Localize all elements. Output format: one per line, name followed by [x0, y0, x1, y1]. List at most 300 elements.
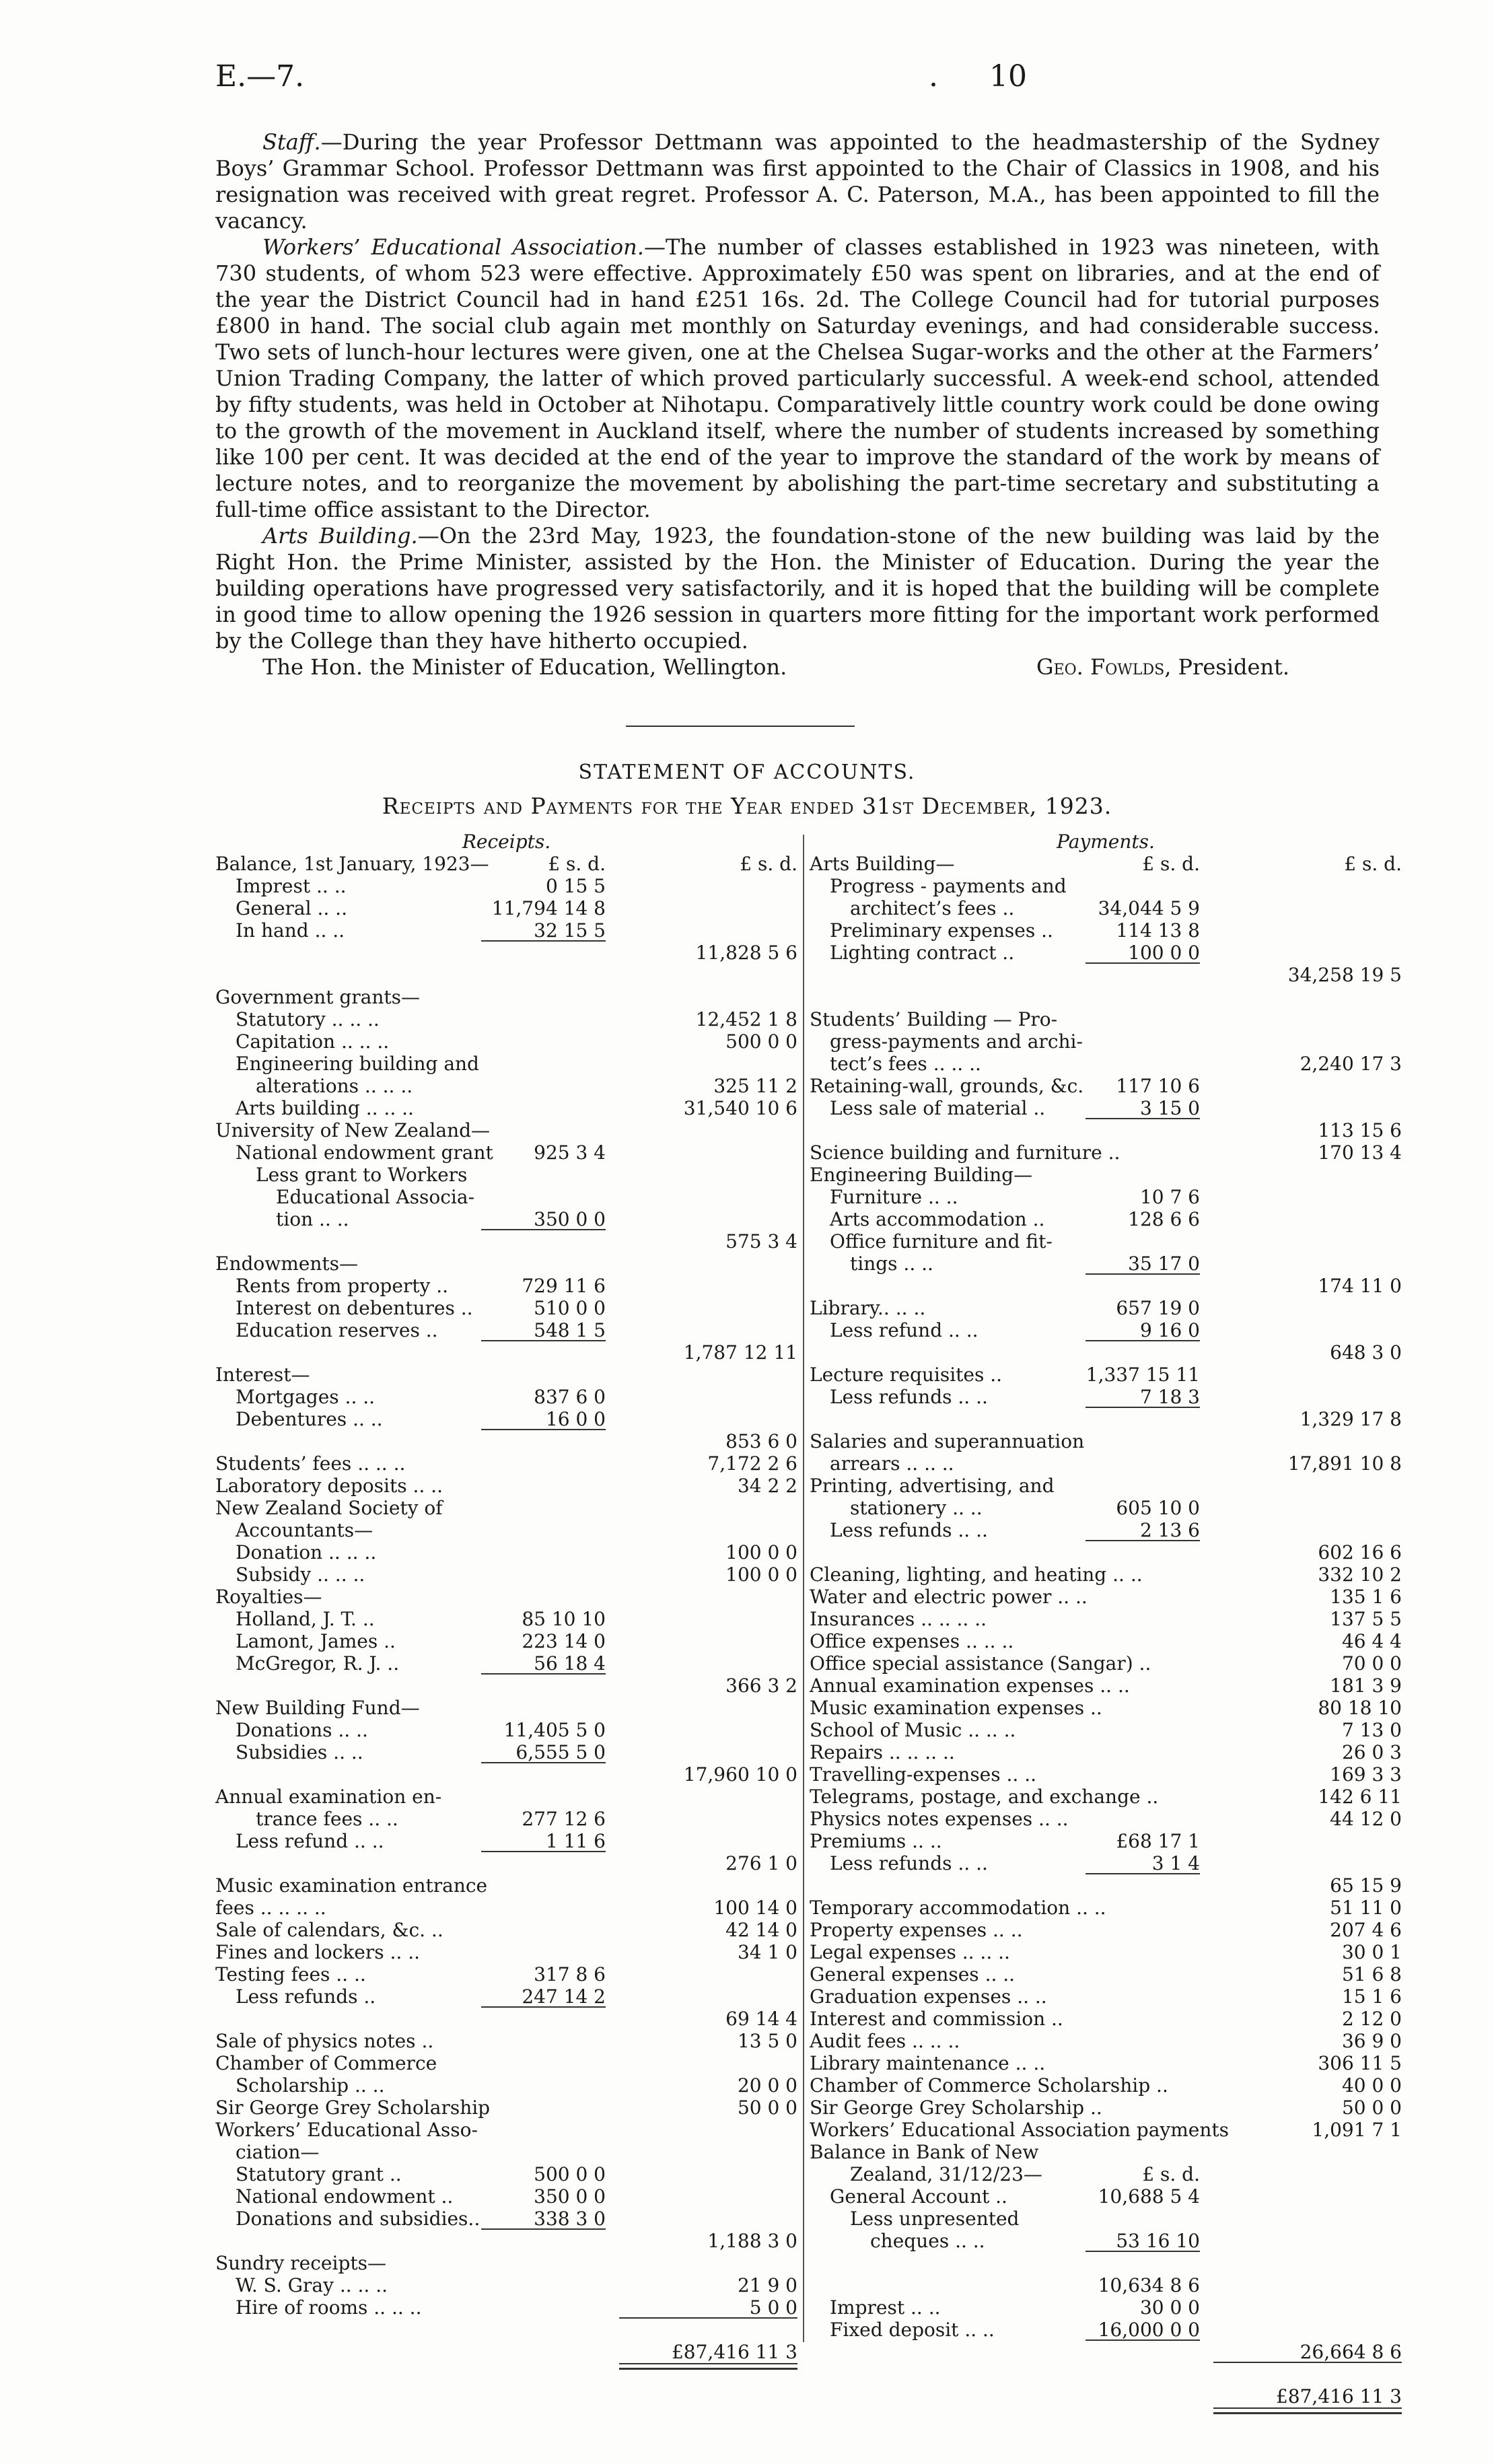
payment-label: Annual examination expenses .. ..: [810, 1675, 1130, 1697]
receipt-row: [215, 1364, 797, 1386]
receipt-amount-inner: 1 11 6: [545, 1830, 606, 1852]
payment-label: arrears .. .. ..: [830, 1452, 954, 1475]
receipt-row: [215, 2274, 797, 2296]
payment-label: Less refunds .. ..: [830, 1852, 988, 1874]
payment-row: [810, 1697, 1402, 1719]
payment-amount-inner: 7 18 3: [1139, 1386, 1200, 1408]
payment-label: stationery .. ..: [850, 1497, 983, 1519]
receipt-label: National endowment ..: [236, 2185, 454, 2208]
payment-row: [810, 2119, 1402, 2141]
payment-row: [810, 964, 1402, 986]
payment-amount-inner: 1,337 15 11: [1086, 1364, 1200, 1386]
payment-total-row: [810, 2385, 1402, 2407]
receipt-row: [215, 2185, 797, 2208]
wea-heading: Workers’ Educational Association.: [262, 234, 644, 260]
payment-row: [810, 1741, 1402, 1763]
payment-label: Engineering Building—: [810, 1164, 1033, 1186]
receipt-label: New Building Fund—: [215, 1697, 420, 1719]
payment-row: [810, 897, 1402, 919]
payment-row: [810, 1119, 1402, 1141]
receipt-amount-outer: 366 3 2: [725, 1675, 797, 1697]
payment-amount-outer: 169 3 3: [1330, 1763, 1402, 1786]
receipt-row: [215, 1164, 797, 1186]
payment-amount-outer: 70 0 0: [1341, 1652, 1402, 1675]
receipt-row: [215, 853, 797, 875]
payment-label: Temporary accommodation .. ..: [810, 1897, 1106, 1919]
receipt-amount-outer: 50 0 0: [737, 2097, 797, 2119]
receipt-amount-outer: 1,188 3 0: [707, 2230, 797, 2252]
staff-paragraph: [215, 129, 1380, 234]
payment-row: [810, 942, 1402, 964]
payment-label: Office furniture and fit-: [830, 1230, 1053, 1253]
payment-row: [810, 1452, 1402, 1475]
payment-label: Water and electric power .. ..: [810, 1586, 1088, 1608]
payment-label: School of Music .. .. ..: [810, 1719, 1016, 1741]
payment-label: Progress - payments and: [830, 875, 1067, 897]
payment-row: [810, 1319, 1402, 1341]
receipt-amount-outer: 13 5 0: [737, 2030, 797, 2052]
receipt-amount-inner: 11,794 14 8: [491, 897, 606, 919]
receipt-row: [215, 2097, 797, 2119]
receipt-label: Hire of rooms .. .. ..: [236, 2296, 422, 2319]
payment-row: [810, 1541, 1402, 1563]
payment-label: Arts Building—: [810, 853, 955, 875]
receipt-label: Interest on debentures ..: [236, 1297, 473, 1319]
receipt-row: [215, 1141, 797, 1164]
receipt-row: [215, 1386, 797, 1408]
receipt-spacer: [215, 964, 797, 986]
receipt-row: [215, 1697, 797, 1719]
receipt-row: [215, 1586, 797, 1608]
receipt-row: [215, 1874, 797, 1897]
receipt-label: trance fees .. ..: [256, 1808, 398, 1830]
receipt-row: [215, 1253, 797, 1275]
payment-row: [810, 1475, 1402, 1497]
payment-label: General expenses .. ..: [810, 1963, 1016, 1985]
receipt-label: Fines and lockers .. ..: [215, 1941, 420, 1963]
receipt-amount-inner: 277 12 6: [522, 1808, 606, 1830]
payment-row: [810, 1230, 1402, 1253]
receipt-label: Chamber of Commerce: [215, 2052, 437, 2074]
payment-amount-outer: 2 12 0: [1341, 2008, 1402, 2030]
payment-label: Cleaning, lighting, and heating .. ..: [810, 1563, 1143, 1586]
receipt-row: [215, 2163, 797, 2185]
receipt-row: [215, 2208, 797, 2230]
payment-label: Library maintenance .. ..: [810, 2052, 1046, 2074]
receipt-row: [215, 2230, 797, 2252]
receipt-row: [215, 1030, 797, 1053]
payment-label: Insurances .. .. .. ..: [810, 1608, 987, 1630]
payment-label: Science building and furniture ..: [810, 1141, 1120, 1164]
payment-label: Legal expenses .. .. ..: [810, 1941, 1010, 1963]
payment-amount-outer: 2,240 17 3: [1300, 1053, 1402, 1075]
payment-label: Chamber of Commerce Scholarship ..: [810, 2074, 1168, 2097]
payment-amount-outer: £ s. d.: [1344, 853, 1402, 875]
receipt-amount-inner: 6,555 5 0: [515, 1741, 606, 1763]
payment-row: [810, 1675, 1402, 1697]
payment-amount-inner: £ s. d.: [1142, 853, 1200, 875]
receipt-amount-inner: 510 0 0: [534, 1297, 606, 1319]
payment-row: [810, 1630, 1402, 1652]
payment-amount-outer: 332 10 2: [1318, 1563, 1402, 1586]
payment-label: Library.. .. ..: [810, 1297, 926, 1319]
payment-label: Preliminary expenses ..: [830, 919, 1053, 942]
staff-text: —During the year Professor Dettmann was appointed to the headmastership of the Sydney Boys’ Grammar School. Professor Dettmann was first appointed to the Chair of Classics in 1908, and his resignation was received with great regret. Professor A. C. Paterson, M.A., has been appointed to fill the vacancy.: [215, 129, 1380, 234]
receipt-label: Endowments—: [215, 1253, 358, 1275]
receipt-label: Government grants—: [215, 986, 420, 1008]
signature-title: , President.: [1164, 654, 1290, 680]
receipt-label: Rents from property ..: [236, 1275, 449, 1297]
payment-row: [810, 875, 1402, 897]
payment-amount-inner: £68 17 1: [1116, 1830, 1200, 1852]
payment-amount-outer: 15 1 6: [1341, 1985, 1402, 2008]
payment-label: General Account ..: [830, 2185, 1007, 2208]
payment-row: [810, 2319, 1402, 2341]
receipt-amount-inner: 16 0 0: [545, 1408, 606, 1430]
receipt-label: Balance, 1st January, 1923—: [215, 853, 489, 875]
receipt-row: [215, 1275, 797, 1297]
payment-row: [810, 1030, 1402, 1053]
receipt-row: [215, 1475, 797, 1497]
receipt-row: [215, 1097, 797, 1119]
payment-label: Office special assistance (Sangar) ..: [810, 1652, 1151, 1675]
payment-amount-inner: 10,688 5 4: [1098, 2185, 1200, 2208]
receipt-row: [215, 1541, 797, 1563]
wea-paragraph: [215, 234, 1380, 523]
payment-row: [810, 1608, 1402, 1630]
payment-row: [810, 2030, 1402, 2052]
payment-row: [810, 1763, 1402, 1786]
payment-amount-inner: 100 0 0: [1128, 942, 1200, 964]
receipt-label: Imprest .. ..: [236, 875, 347, 897]
receipt-row: [215, 1341, 797, 1364]
receipt-row: [215, 1119, 797, 1141]
arts-heading: Arts Building.: [262, 523, 418, 549]
receipt-label: Capitation .. .. ..: [236, 1030, 390, 1053]
page-header: [215, 59, 1326, 100]
receipt-row: [215, 1919, 797, 1941]
receipt-amount-outer: 100 0 0: [725, 1563, 797, 1586]
payment-label: Balance in Bank of New: [810, 2141, 1039, 2163]
receipt-row: [215, 2141, 797, 2163]
payment-label: Sir George Grey Scholarship ..: [810, 2097, 1102, 2119]
receipt-row: [215, 1941, 797, 1963]
receipt-label: Statutory .. .. ..: [236, 1008, 380, 1030]
receipt-row: [215, 1075, 797, 1097]
receipts-rows: [215, 853, 797, 2370]
payment-amount-inner: 128 6 6: [1128, 1208, 1200, 1230]
statement-title: STATEMENT OF ACCOUNTS.: [578, 761, 916, 784]
receipt-row: [215, 2052, 797, 2074]
receipt-label: Statutory grant ..: [236, 2163, 402, 2185]
payment-amount-outer: 142 6 11: [1318, 1786, 1402, 1808]
receipt-row: [215, 1008, 797, 1030]
payment-label: Telegrams, postage, and exchange ..: [810, 1786, 1159, 1808]
receipt-label: Sir George Grey Scholarship: [215, 2097, 491, 2119]
receipt-amount-outer: 500 0 0: [725, 1030, 797, 1053]
receipt-label: Interest—: [215, 1364, 310, 1386]
receipt-amount-outer: 5 0 0: [749, 2296, 797, 2319]
receipt-row: [215, 1985, 797, 2008]
payment-row: [810, 2296, 1402, 2319]
receipt-amount-outer: 69 14 4: [725, 2008, 797, 2030]
column-divider: [803, 835, 804, 2342]
payment-amount-inner: 114 13 8: [1116, 919, 1200, 942]
receipt-label: McGregor, R. J. ..: [236, 1652, 400, 1675]
payment-row: [810, 1275, 1402, 1297]
payment-row: [810, 1341, 1402, 1364]
payment-row: [810, 1652, 1402, 1675]
receipt-row: [215, 1808, 797, 1830]
payment-label: Less sale of material ..: [830, 1097, 1046, 1119]
receipt-row: [215, 1297, 797, 1319]
receipt-row: [215, 1230, 797, 1253]
payment-label: Furniture .. ..: [830, 1186, 958, 1208]
receipt-label: Less refunds ..: [236, 1985, 376, 2008]
receipt-row: [215, 986, 797, 1008]
payment-label: Salaries and superannuation: [810, 1430, 1085, 1452]
receipt-amount-inner: 500 0 0: [534, 2163, 606, 2185]
payment-amount-outer: 174 11 0: [1318, 1275, 1402, 1297]
payment-amount-outer: 65 15 9: [1330, 1874, 1402, 1897]
receipt-row: [215, 1897, 797, 1919]
receipt-label: Workers’ Educational Asso-: [215, 2119, 478, 2141]
payment-amount-inner: 10 7 6: [1139, 1186, 1200, 1208]
receipt-label: Donation .. .. ..: [236, 1541, 377, 1563]
receipt-amount-inner: 350 0 0: [534, 2185, 606, 2208]
receipt-amount-outer: 100 14 0: [713, 1897, 797, 1919]
arts-paragraph: [215, 523, 1380, 654]
payment-row: [810, 1408, 1402, 1430]
signature: [1036, 654, 1289, 680]
payment-label: Printing, advertising, and: [810, 1475, 1055, 1497]
payment-row: [810, 1897, 1402, 1919]
receipt-amount-inner: 11,405 5 0: [503, 1719, 606, 1741]
receipt-row: [215, 897, 797, 919]
payment-row: [810, 2141, 1402, 2163]
payment-row: [810, 1563, 1402, 1586]
receipt-label: Arts building .. .. ..: [236, 1097, 414, 1119]
payment-row: [810, 853, 1402, 875]
receipt-amount-outer: 325 11 2: [713, 1075, 797, 1097]
receipt-amount-outer: 34 2 2: [737, 1475, 797, 1497]
receipt-row: [215, 1830, 797, 1852]
payment-label: Less refunds .. ..: [830, 1519, 988, 1541]
payment-label: Zealand, 31/12/23—: [850, 2163, 1042, 2185]
receipt-amount-outer: 7,172 2 6: [707, 1452, 797, 1475]
receipt-amount-inner: 837 6 0: [534, 1386, 606, 1408]
receipt-row: [215, 1608, 797, 1630]
document-code: E.—7.: [215, 59, 305, 94]
payment-row: [810, 1963, 1402, 1985]
payment-label: Fixed deposit .. ..: [830, 2319, 995, 2341]
payment-row: [810, 1386, 1402, 1408]
receipt-row: [215, 1408, 797, 1430]
receipt-label: National endowment grant: [236, 1141, 493, 1164]
receipt-row: [215, 1963, 797, 1985]
payment-amount-outer: 1,091 7 1: [1312, 2119, 1402, 2141]
receipt-label: Students’ fees .. .. ..: [215, 1452, 406, 1475]
signature-row: [215, 654, 1380, 688]
payment-amount-outer: 113 15 6: [1318, 1119, 1402, 1141]
payment-row: [810, 1941, 1402, 1963]
payment-label: Retaining-wall, grounds, &c.: [810, 1075, 1084, 1097]
receipt-row: [215, 1053, 797, 1075]
payment-amount-outer: 50 0 0: [1341, 2097, 1402, 2119]
receipt-row: [215, 1519, 797, 1541]
payments-rows: [810, 853, 1402, 2414]
receipt-amount-inner: 338 3 0: [534, 2208, 606, 2230]
receipt-amount-outer: 11,828 5 6: [695, 942, 797, 964]
receipt-label: Less grant to Workers: [256, 1164, 468, 1186]
payment-row: [810, 1919, 1402, 1941]
payment-row: [810, 1053, 1402, 1075]
payment-row: [810, 1097, 1402, 1119]
receipt-amount-inner: 317 8 6: [534, 1963, 606, 1985]
receipt-label: alterations .. .. ..: [256, 1075, 413, 1097]
payment-amount-outer: 26,664 8 6: [1300, 2341, 1402, 2363]
header-dot: .: [929, 59, 938, 94]
payment-amount-outer: 40 0 0: [1341, 2074, 1402, 2097]
receipt-label: Laboratory deposits .. ..: [215, 1475, 443, 1497]
payments-column: [810, 831, 1402, 2414]
payment-amount-inner: 16,000 0 0: [1098, 2319, 1200, 2341]
receipt-row: [215, 1630, 797, 1652]
receipt-label: Annual examination en-: [215, 1786, 442, 1808]
payment-row: [810, 2052, 1402, 2074]
payment-row: [810, 1364, 1402, 1386]
receipt-row: [215, 875, 797, 897]
receipts-heading: Receipts.: [462, 831, 551, 853]
receipt-row: [215, 2296, 797, 2319]
payment-label: Graduation expenses .. ..: [810, 1985, 1047, 2008]
payment-amount-outer: 34,258 19 5: [1287, 964, 1402, 986]
receipt-amount-outer: £87,416 11 3: [671, 2341, 797, 2363]
payment-amount-inner: 2 13 6: [1139, 1519, 1200, 1541]
payment-amount-outer: 46 4 4: [1341, 1630, 1402, 1652]
receipt-label: ciation—: [236, 2141, 320, 2163]
receipt-label: General .. ..: [236, 897, 347, 919]
receipt-label: Mortgages .. ..: [236, 1386, 376, 1408]
payment-amount-outer: 648 3 0: [1330, 1341, 1402, 1364]
receipt-total-row: [215, 2341, 797, 2363]
receipt-amount-inner: 32 15 5: [534, 919, 606, 942]
payment-amount-outer: 181 3 9: [1330, 1675, 1402, 1697]
payment-row: [810, 1141, 1402, 1164]
payment-label: Students’ Building — Pro-: [810, 1008, 1058, 1030]
receipt-amount-inner: 247 14 2: [522, 1985, 606, 2008]
payment-row: [810, 2185, 1402, 2208]
payment-label: Interest and commission ..: [810, 2008, 1063, 2030]
payment-amount-outer: 44 12 0: [1330, 1808, 1402, 1830]
receipt-amount-outer: 100 0 0: [725, 1541, 797, 1563]
receipt-amount-outer: 853 6 0: [725, 1430, 797, 1452]
receipt-label: Holland, J. T. ..: [236, 1608, 375, 1630]
wea-text: —The number of classes established in 1923 was nineteen, with 730 students, of whom 523 were effective. Approximately £50 was spent on libraries, and at the end of the year the District Council had in hand £251 16s. 2d. The College Council had for tutorial purposes £800 in hand. The social club again met monthly on Saturday evenings, and had considerable success. Two sets of lunch-hour lectures were given, one at the Chelsea Sugar-works and the other at the Farmers’ Union Trading Company, the latter of which proved particularly successful. A week-end school, attended by fifty students, was held in October at Nihotapu. Comparatively little country work could be done owing to the growth of the movement in Auckland itself, where the number of students increased by something like 100 per cent. It was decided at the end of the year to improve the standard of the work by means of lecture notes, and to reorganize the movement by abolishing the part-time secretary and substituting a full-time office assistant to the Director.: [215, 234, 1380, 522]
receipt-row: [215, 1497, 797, 1519]
receipt-label: Debentures .. ..: [236, 1408, 383, 1430]
receipt-amount-outer: 12,452 1 8: [695, 1008, 797, 1030]
receipt-row: [215, 1430, 797, 1452]
payment-label: architect’s fees ..: [850, 897, 1015, 919]
payment-label: Lighting contract ..: [830, 942, 1015, 964]
payment-amount-inner: 9 16 0: [1139, 1319, 1200, 1341]
payment-label: Travelling-expenses .. ..: [810, 1763, 1037, 1786]
payment-label: Property expenses .. ..: [810, 1919, 1023, 1941]
payment-row: [810, 1186, 1402, 1208]
receipt-amount-outer: 31,540 10 6: [683, 1097, 797, 1119]
receipt-label: tion .. ..: [276, 1208, 349, 1230]
payment-subtotal-rule: [1086, 2251, 1200, 2252]
receipt-row: [215, 1719, 797, 1741]
payment-amount-outer: 1,329 17 8: [1300, 1408, 1402, 1430]
payment-row: [810, 1430, 1402, 1452]
receipt-subtotal-rule: [619, 2317, 797, 2319]
receipts-column: [215, 831, 797, 2370]
receipt-label: Lamont, James ..: [236, 1630, 396, 1652]
payment-spacer: [810, 2252, 1402, 2274]
payment-row: [810, 1719, 1402, 1741]
payment-amount-inner: 605 10 0: [1116, 1497, 1200, 1519]
receipt-amount-inner: 0 15 5: [545, 875, 606, 897]
payment-row: [810, 1519, 1402, 1541]
receipt-row: [215, 942, 797, 964]
receipt-row: [215, 1763, 797, 1786]
receipt-label: Royalties—: [215, 1586, 322, 1608]
payment-amount-outer: 51 6 8: [1341, 1963, 1402, 1985]
payment-row: [810, 2341, 1402, 2363]
payment-row: [810, 2097, 1402, 2119]
receipt-row: [215, 1675, 797, 1697]
receipt-label: Subsidy .. .. ..: [236, 1563, 365, 1586]
report-text: [215, 129, 1380, 688]
payment-row: [810, 1786, 1402, 1808]
payment-amount-outer: 26 0 3: [1341, 1741, 1402, 1763]
payment-row: [810, 1852, 1402, 1874]
payment-row: [810, 2274, 1402, 2296]
payment-row: [810, 919, 1402, 942]
payment-amount-outer: 30 0 1: [1341, 1941, 1402, 1963]
payment-amount-outer: 36 9 0: [1341, 2030, 1402, 2052]
payment-label: Less refunds .. ..: [830, 1386, 988, 1408]
payment-amount-inner: 10,634 8 6: [1098, 2274, 1200, 2296]
receipt-label: Sundry receipts—: [215, 2252, 386, 2274]
receipt-label: Less refund .. ..: [236, 1830, 384, 1852]
payment-amount-inner: 657 19 0: [1116, 1297, 1200, 1319]
payment-row: [810, 1008, 1402, 1030]
payment-amount-outer: 7 13 0: [1341, 1719, 1402, 1741]
receipt-amount-inner: 85 10 10: [522, 1608, 606, 1630]
payment-label: Office expenses .. .. ..: [810, 1630, 1014, 1652]
receipt-total-rule: [619, 2363, 797, 2370]
payment-row: [810, 2230, 1402, 2252]
payment-total-rule: [1213, 2407, 1402, 2414]
addressee: The Hon. the Minister of Education, Wellington.: [262, 654, 787, 680]
payment-label: Less unpresented: [850, 2208, 1020, 2230]
receipt-row: [215, 2119, 797, 2141]
receipt-amount-outer: 42 14 0: [725, 1919, 797, 1941]
payment-label: tings .. ..: [850, 1253, 933, 1275]
receipt-label: W. S. Gray .. .. ..: [236, 2274, 388, 2296]
payment-spacer: [810, 986, 1402, 1008]
payment-label: Arts accommodation ..: [830, 1208, 1045, 1230]
payment-amount-inner: 3 15 0: [1139, 1097, 1200, 1119]
receipt-row: [215, 1741, 797, 1763]
staff-heading: Staff.: [262, 129, 321, 155]
payment-amount-outer: 135 1 6: [1330, 1586, 1402, 1608]
payment-label: Repairs .. .. .. ..: [810, 1741, 955, 1763]
receipt-row: [215, 2252, 797, 2274]
